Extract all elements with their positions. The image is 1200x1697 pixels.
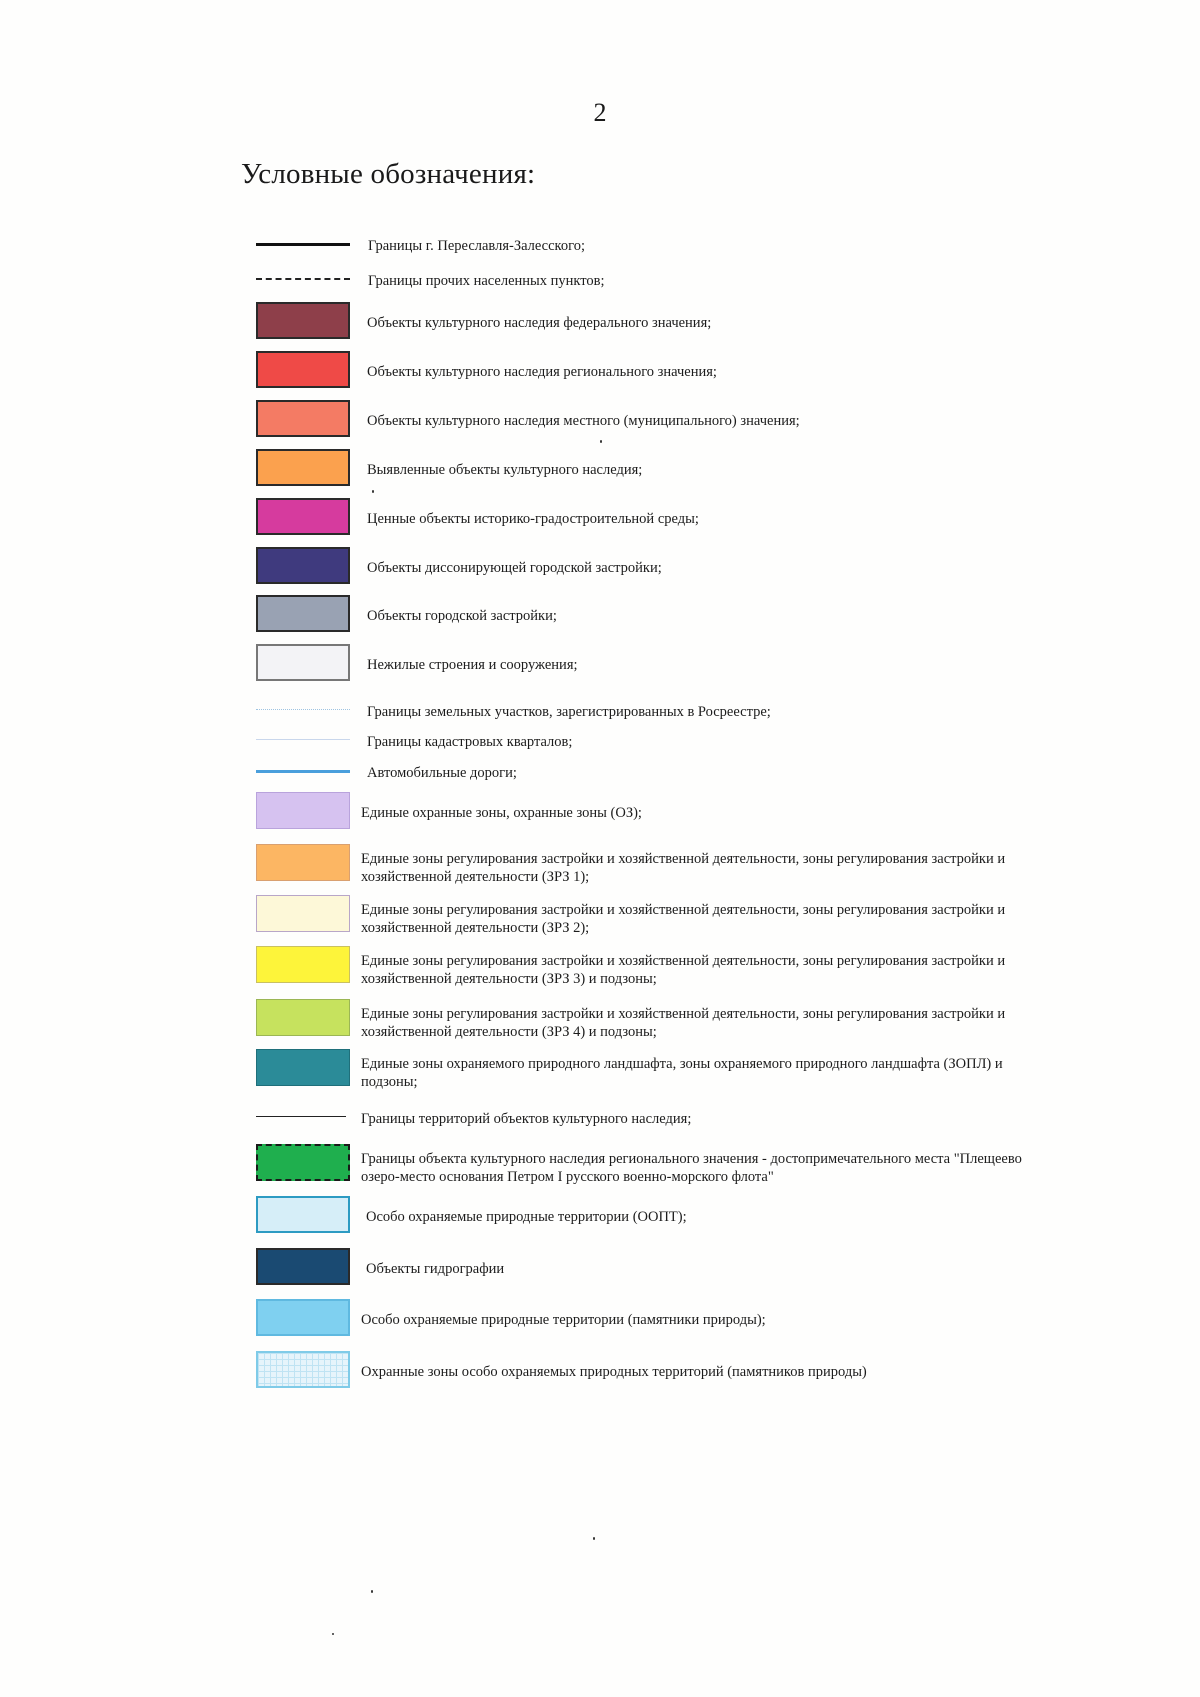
legend-line [256, 709, 350, 710]
legend-line [256, 770, 350, 773]
legend-swatch [256, 1144, 350, 1181]
legend-swatch [256, 302, 350, 339]
legend-swatch [256, 547, 350, 584]
legend-swatch [256, 844, 350, 881]
scan-speck [371, 1590, 373, 1593]
legend-title: Условные обозначения: [241, 158, 536, 190]
legend-swatch [256, 449, 350, 486]
scan-speck [332, 1633, 334, 1635]
legend-line [256, 243, 350, 246]
scan-speck [593, 1537, 595, 1540]
legend-label: Единые зоны регулирования застройки и хозяйственной деятельности, зоны регулирования застройки и хозяйственной деятельности (ЗРЗ 4) и подзоны; [361, 1006, 1006, 1040]
legend-swatch [256, 1196, 350, 1233]
legend-label: Единые зоны регулирования застройки и хозяйственной деятельности, зоны регулирования застройки и хозяйственной деятельности (ЗРЗ 3) и подзоны; [361, 953, 1006, 987]
legend-swatch [256, 1351, 350, 1388]
page-number: 2 [593, 98, 607, 127]
legend-label: Объекты городской застройки; [367, 608, 557, 624]
legend-swatch [256, 644, 350, 681]
legend-line [256, 739, 350, 740]
legend-swatch [256, 351, 350, 388]
legend-label: Границы прочих населенных пунктов; [368, 273, 605, 289]
legend-swatch [256, 792, 350, 829]
legend-label: Границы объекта культурного наследия регионального значения - достопримечательного места "Плещеево озеро-место основания Петром I русского военно-морского флота" [361, 1151, 1022, 1185]
legend-swatch [256, 595, 350, 632]
legend-label: Автомобильные дороги; [367, 765, 517, 781]
legend-label: Охранные зоны особо охраняемых природных территорий (памятников природы) [361, 1364, 867, 1380]
legend-label: Нежилые строения и сооружения; [367, 657, 578, 673]
legend-label: Границы земельных участков, зарегистрированных в Росреестре; [367, 704, 771, 720]
legend-label: Особо охраняемые природные территории (ООПТ); [366, 1209, 687, 1225]
legend-label: Объекты культурного наследия федерального значения; [367, 315, 712, 331]
legend-swatch [256, 999, 350, 1036]
legend-label: Ценные объекты историко-градостроительной среды; [367, 511, 699, 527]
legend-label: Особо охраняемые природные территории (памятники природы); [361, 1312, 766, 1328]
legend-swatch [256, 946, 350, 983]
legend-line [256, 1116, 346, 1117]
scan-speck [600, 440, 602, 443]
legend-line [256, 278, 350, 280]
legend-label: Границы г. Переславля-Залесского; [368, 238, 585, 254]
legend-swatch [256, 1299, 350, 1336]
legend-label: Единые зоны регулирования застройки и хозяйственной деятельности, зоны регулирования застройки и хозяйственной деятельности (ЗРЗ 1); [361, 851, 1006, 885]
legend-swatch [256, 1248, 350, 1285]
legend-label: Единые зоны охраняемого природного ландшафта, зоны охраняемого природного ландшафта (ЗОПЛ) и подзоны; [361, 1056, 1003, 1090]
legend-swatch [256, 1049, 350, 1086]
legend-label: Границы кадастровых кварталов; [367, 734, 573, 750]
legend-label: Объекты культурного наследия регионального значения; [367, 364, 717, 380]
scan-speck [372, 490, 374, 493]
legend-label: Единые охранные зоны, охранные зоны (ОЗ); [361, 805, 642, 821]
legend-swatch [256, 895, 350, 932]
legend-label: Границы территорий объектов культурного наследия; [361, 1111, 692, 1127]
legend-label: Объекты диссонирующей городской застройки; [367, 560, 662, 576]
legend-label: Объекты гидрографии [366, 1261, 505, 1277]
legend-label: Объекты культурного наследия местного (муниципального) значения; [367, 413, 800, 429]
legend-swatch [256, 400, 350, 437]
legend-swatch [256, 498, 350, 535]
legend-label: Единые зоны регулирования застройки и хозяйственной деятельности, зоны регулирования застройки и хозяйственной деятельности (ЗРЗ 2); [361, 902, 1006, 936]
legend-label: Выявленные объекты культурного наследия; [367, 462, 643, 478]
